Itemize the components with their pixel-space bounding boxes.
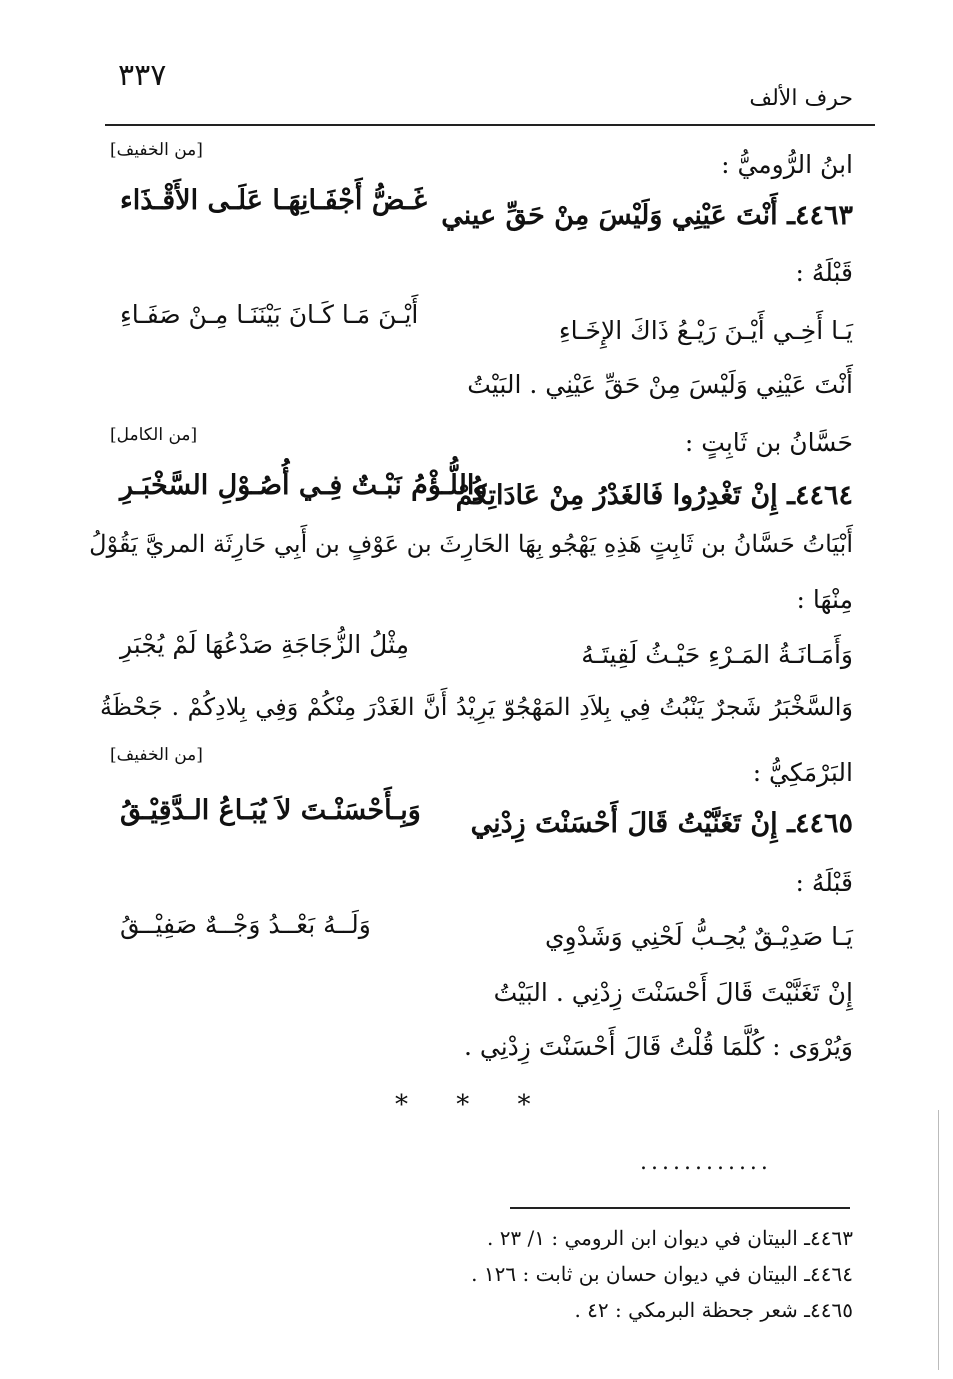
meter-label: [من الكامل] — [110, 425, 198, 445]
scan-edge — [938, 1110, 939, 1370]
meter-label: [من الخفيف] — [110, 140, 203, 160]
commentary-line: وَالسَّخْبَرُ شَجرٌ يَنْبُتُ فِي بِلاَدِ المَهْجُوّ يَرِيْدُ أَنَّ الغَدْرَ مِنْكُمْ وَفِي بِلادِكُمْ . جَحْظَةُ — [100, 693, 854, 721]
verse-left: مِثْلُ الزُّجَاجَةِ صَدْعُهَا لَمْ يُجْبَرِ — [120, 630, 410, 659]
verse-right: ٤٤٦٣ـ أَنْتَ عَيْنِي وَلَيْسَ مِنْ حَقِّ عيني — [441, 200, 853, 231]
chapter-title: حرف الألف — [749, 86, 853, 111]
poet-name: حَسَّانُ بن ثَابِتٍ : — [684, 428, 853, 457]
verse-tail: إِنْ تَغَنَّيْتَ قَالَ أَحْسَنْتَ زِدْنِي . البَيْتُ — [493, 978, 853, 1007]
dotted-line: ............ — [640, 1150, 772, 1175]
footnote-rule — [510, 1207, 850, 1209]
before-label: قَبْلَهُ : — [795, 868, 853, 897]
header-rule — [105, 124, 875, 126]
verse-left: أَيْـنَ مَـا كَـانَ بَيْنَنَـا مِـنْ صَفَـاءِ — [120, 300, 419, 329]
page-number: ٣٣٧ — [118, 58, 167, 93]
poet-name: ابنُ الرُّوميُّ : — [721, 150, 853, 179]
commentary-line: مِنْهَا : — [796, 585, 853, 614]
verse-tail: أَنْتَ عَيْنِي وَلَيْسَ مِنْ حَقِّ عَيْنِي . البَيْتُ — [467, 370, 853, 399]
section-separator: * * * — [395, 1090, 551, 1120]
verse-left: غَـضُّ أَجْفَـانِهَـا عَلَـى الأَقْـذَاء — [120, 185, 427, 216]
verse-tail: وَيُرْوَى : كُلَّمَا قُلْتُ قَالَ أَحْسَنْتَ زِدْنِي . — [463, 1032, 853, 1061]
meter-label: [من الخفيف] — [110, 745, 203, 765]
poet-name: البَرْمَكِيُّ : — [752, 758, 853, 787]
verse-left: وَلَــهُ بَعْــدُ وَجْــهٌ صَفِيْــقُ — [120, 910, 371, 939]
verse-right: ٤٤٦٥ـ إِنْ تَغَنَّيْتُ قَالَ أَحْسَنْتَ زِدْنِي — [470, 808, 853, 839]
before-label: قَبْلَهُ : — [795, 258, 853, 287]
footnote: ٤٤٦٥ـ شعر جحظة البرمكي : ٤٢ . — [574, 1298, 853, 1322]
verse-left: وَبِـأَحْسَنْـتَ لاَ يُبَـاعُ الـدَّقِيْـقُ — [120, 795, 421, 826]
footnote: ٤٤٦٤ـ البيتان في ديوان حسان بن ثابت : ١٢٦ . — [471, 1262, 853, 1286]
verse-right: يَـا صَدِيْـقٌ يُحِـبُّ لَحْنِي وَشَدْوِي — [544, 922, 853, 951]
verse-right: وَأَمَـانَـةُ المَـرْءِ حَيْـثُ لَقِيتَـهُ — [581, 640, 853, 669]
footnote: ٤٤٦٣ـ البيتان في ديوان ابن الرومي : ١/ ٢٣ . — [486, 1226, 853, 1250]
verse-right: ٤٤٦٤ـ إِنْ تَغْدِرُوا فَالغَدْرُ مِنْ عَادَاتِكُمْ — [455, 480, 853, 511]
verse-left: واللُّـؤْمُ نَبْـتٌ فِـي أُصُـوْلِ السَّخْبَـرِ — [120, 470, 488, 501]
verse-right: يَـا أَخِـي أَيْـنَ رَيْـعُ ذَاكَ الإِخَـاءِ — [558, 316, 853, 345]
commentary-line: أَبْيَاتُ حَسَّانُ بن ثَابِتٍ هَذِهِ يَهْجُو بِهَا الحَارِثَ بن عَوْفٍ بن أَبِي حَارِثَة المريَّ يَقُوْلُ — [89, 530, 853, 558]
